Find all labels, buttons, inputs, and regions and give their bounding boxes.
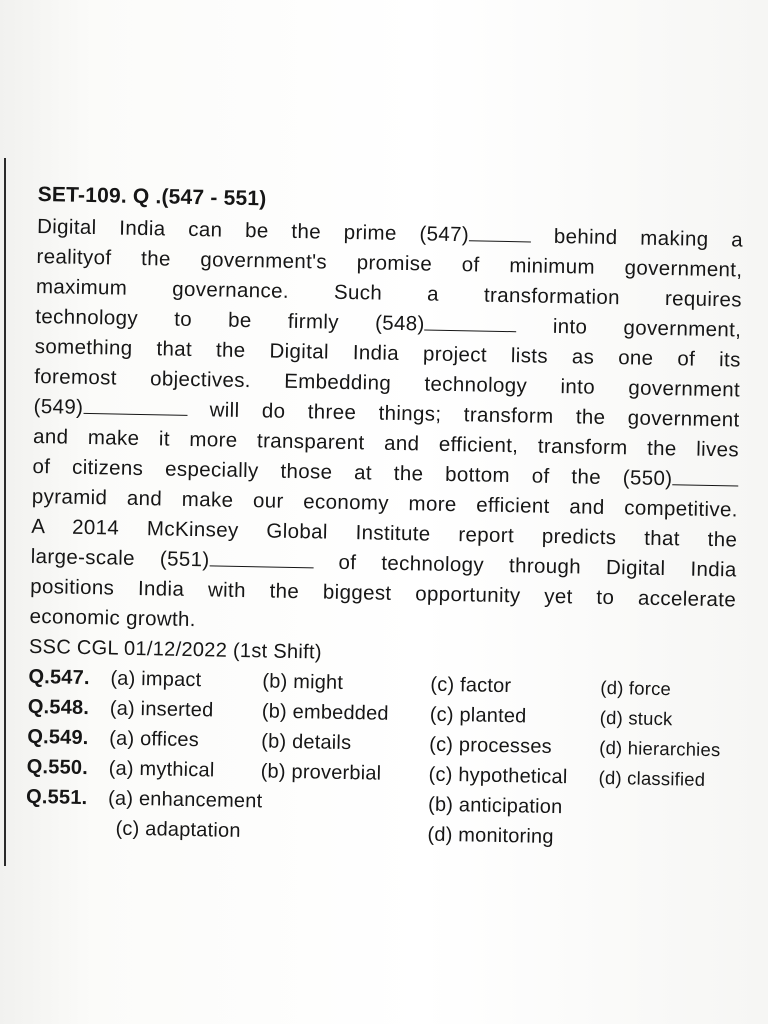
question-number: Q.550. (26, 755, 89, 780)
passage-line: and make it more transparent and efficient, transform the lives (32, 424, 740, 462)
option-d: (d) hierarchies (599, 736, 721, 761)
blank-551 (209, 547, 313, 568)
passage-line: large-scale (551) of technology through Digital India (30, 544, 737, 582)
passage-line: maximum governance. Such a transformation requires (35, 274, 743, 312)
blank-550 (672, 466, 738, 486)
option-b: (b) might (262, 670, 344, 694)
blank-549 (83, 395, 187, 416)
option-b: (b) details (261, 730, 352, 755)
passage (29, 212, 743, 645)
passage-line: foremost objectives. Embedding technology into government (34, 364, 741, 402)
passage-line: of citizens especially those at the bottom of the (550) (32, 452, 738, 496)
option-b: (b) proverbial (260, 760, 382, 785)
option-d: (d) monitoring (427, 823, 554, 849)
option-d: (d) classified (598, 766, 706, 790)
question-content (25, 180, 744, 855)
option-c: (c) hypothetical (428, 763, 568, 789)
option-a: (a) mythical (108, 757, 215, 782)
passage-line: realityof the government's promise of minimum government, (36, 244, 743, 282)
option-a: (a) offices (109, 727, 200, 752)
option-c: (c) planted (429, 703, 527, 728)
set-title: SET-109. Q .(547 - 551) (37, 182, 267, 211)
passage-line: something that the Digital India project lists as one of its (34, 334, 741, 372)
page-left-rule (4, 158, 6, 866)
exam-source: SSC CGL 01/12/2022 (1st Shift) (28, 635, 323, 664)
option-a: (a) inserted (109, 697, 214, 722)
option-c: (c) factor (430, 673, 512, 698)
option-d: (d) stuck (599, 706, 673, 730)
option-a: (a) enhancement (107, 787, 263, 813)
passage-line: positions India with the biggest opportunity yet to accelerate (29, 574, 737, 612)
passage-line: economic growth. (29, 604, 197, 632)
option-c: (c) processes (429, 733, 553, 758)
option-d: (d) force (600, 676, 672, 700)
option-b: (b) anticipation (427, 793, 563, 819)
question-number: Q.551. (25, 785, 88, 810)
options-table (25, 662, 730, 855)
blank-547 (469, 222, 531, 242)
question-number: Q.549. (27, 725, 89, 750)
passage-line: (549) will do three things; transform the government (33, 394, 740, 432)
option-c: (c) adaptation (115, 817, 241, 843)
blank-548 (425, 311, 517, 332)
passage-line: A 2014 McKinsey Global Institute report predicts that the (31, 514, 738, 552)
passage-line: pyramid and make our economy more efficient and competitive. (31, 484, 739, 522)
option-b: (b) embedded (261, 700, 389, 725)
passage-line: Digital India can be the prime (547) behind making a (36, 214, 744, 252)
passage-line: technology to be firmly (548) into government, (35, 304, 742, 342)
question-number: Q.547. (28, 665, 90, 690)
option-a: (a) impact (110, 667, 202, 692)
question-number: Q.548. (27, 695, 90, 720)
